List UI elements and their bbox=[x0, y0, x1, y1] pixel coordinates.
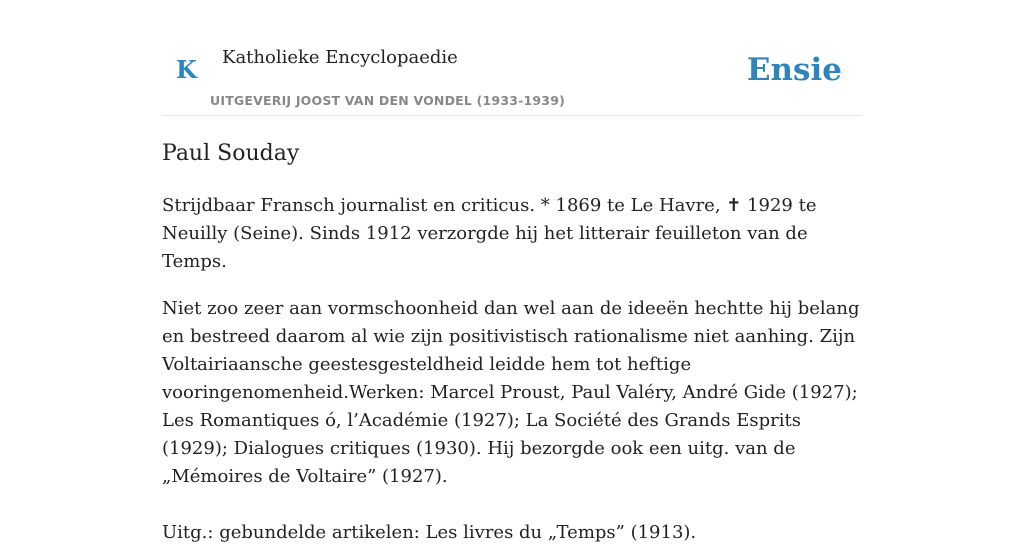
article-paragraph: Strijdbaar Fransch journalist en criticus. * 1869 te Le Havre, ✝ 1929 te Neuilly (Seine). Sinds 1912 verzorgde hij het litterair feuilleton van de Temps. bbox=[162, 195, 817, 272]
encyclopedia-title[interactable]: Katholieke Encyclopaedie bbox=[222, 47, 458, 68]
article-paragraph: Niet zoo zeer aan vormschoonheid dan wel aan de ideeën hechtte hij belang en bestreed daarom al wie zijn positivistisch rationalisme niet aanhing. Zijn Voltairiaansche geestesgesteldheid leidde hem tot heftige vooringenomenheid.Werken: Marcel Proust, Paul Valéry, André Gide (1927); Les Romantiques ó, l’Académie (1927); La Société des Grands Esprits (1929); Dialogues critiques (1930). Hij bezorgde ook een uitg. van de „Mémoires de Voltaire” (1927). bbox=[162, 298, 860, 487]
site-brand-link[interactable]: Ensie bbox=[746, 52, 842, 88]
article-title: Paul Souday bbox=[162, 141, 300, 166]
publisher-label: UITGEVERIJ JOOST VAN DEN VONDEL (1933-1939) bbox=[210, 93, 566, 108]
article-body bbox=[162, 192, 868, 547]
article-paragraph: Uitg.: gebundelde artikelen: Les livres du „Temps” (1913). bbox=[162, 522, 697, 543]
header bbox=[162, 28, 862, 116]
encyclopedia-logo[interactable]: K bbox=[176, 55, 197, 84]
